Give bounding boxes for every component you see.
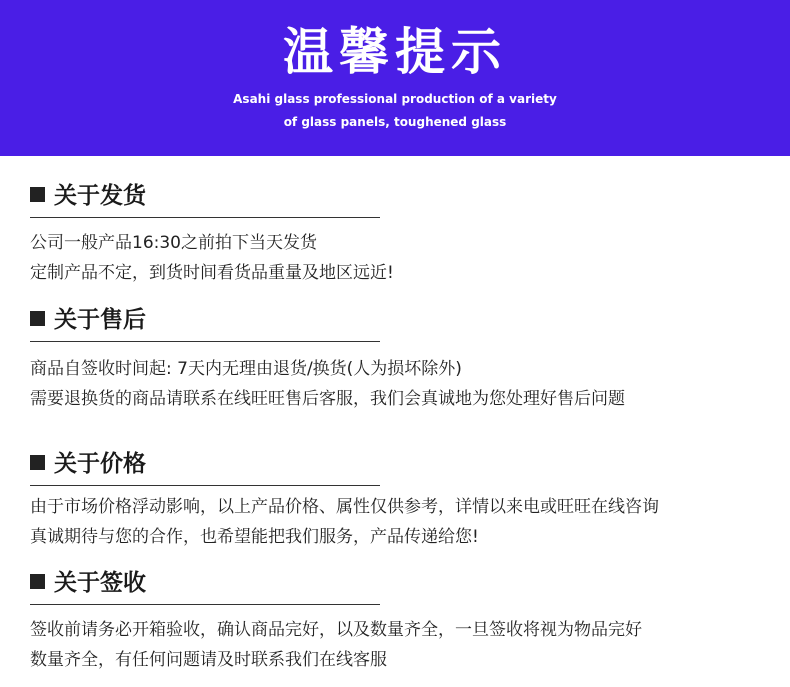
section-divider [30, 485, 380, 486]
section-divider [30, 341, 380, 342]
square-bullet-icon [30, 187, 45, 202]
section-text-line: 公司一般产品16:30之前拍下当天发货 [30, 233, 317, 253]
section-text-line: 由于市场价格浮动影响，以上产品价格、属性仅供参考，详情以来电或旺旺在线咨询 [30, 497, 659, 517]
section-heading [30, 179, 780, 213]
section-text-line: 需要退换货的商品请联系在线旺旺售后客服，我们会真诚地为您处理好售后问题 [30, 389, 625, 409]
section-text-line: 数量齐全，有任何问题请及时联系我们在线客服 [30, 650, 387, 670]
square-bullet-icon [30, 311, 45, 326]
section-text-line: 商品自签收时间起: 7天内无理由退货/换货(人为损坏除外) [30, 359, 462, 379]
banner-title: 温馨提示 [283, 23, 507, 81]
banner-subtitle-line2: of glass panels, toughened glass [283, 115, 507, 129]
section-divider [30, 217, 380, 218]
square-bullet-icon [30, 574, 45, 589]
section-divider [30, 604, 380, 605]
square-bullet-icon [30, 455, 45, 470]
section-after-sales [30, 303, 780, 409]
section-heading-text: 关于发货 [54, 183, 146, 209]
section-pricing [30, 447, 780, 547]
section-heading-text: 关于签收 [54, 570, 146, 596]
section-text-line: 真诚期待与您的合作，也希望能把我们服务，产品传递给您! [30, 527, 479, 547]
section-heading [30, 566, 780, 600]
section-shipping [30, 179, 780, 283]
section-heading-text: 关于售后 [54, 307, 146, 333]
section-text-line: 签收前请务必开箱验收，确认商品完好，以及数量齐全，一旦签收将视为物品完好 [30, 620, 642, 640]
section-heading-text: 关于价格 [54, 451, 146, 477]
banner-subtitle-line1: Asahi glass professional production of a variety [233, 92, 557, 106]
header-banner [0, 0, 790, 156]
section-text-line: 定制产品不定，到货时间看货品重量及地区远近! [30, 263, 394, 283]
section-heading [30, 303, 780, 337]
section-receipt [30, 566, 780, 670]
section-heading [30, 447, 780, 481]
